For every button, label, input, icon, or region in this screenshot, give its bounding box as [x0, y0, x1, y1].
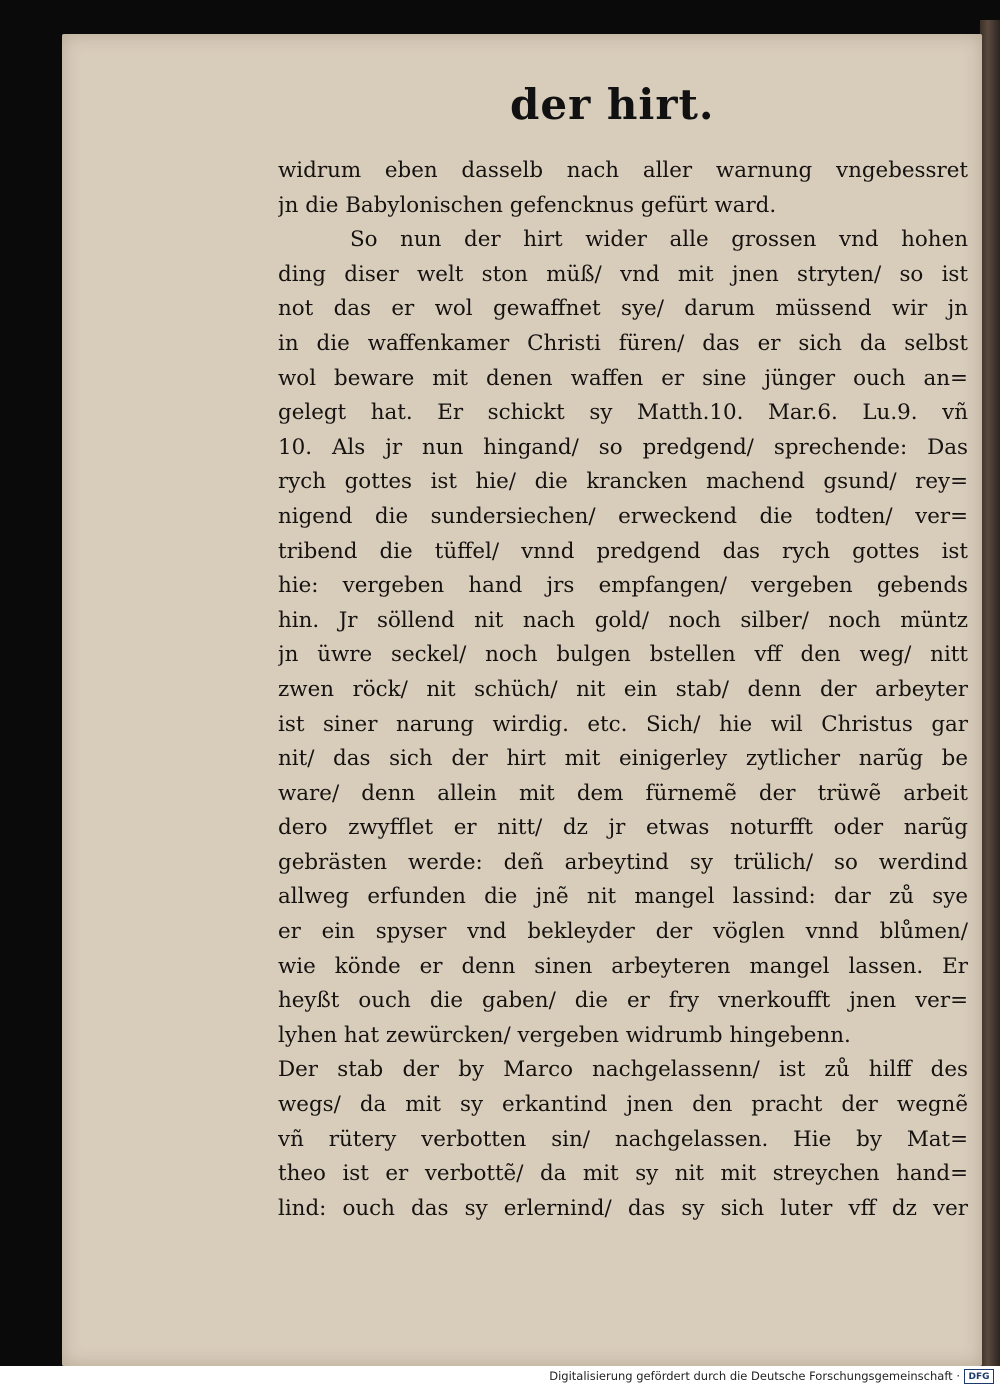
text-line: ding diser welt ston müß/ vnd mit jnen stryten/ so ist [278, 261, 968, 287]
text-line: in die waffenkamer Christi füren/ das er sich da selbst [278, 330, 968, 356]
text-line: Der stab der by Marco nachgelassenn/ ist zů hilff des [278, 1057, 968, 1083]
text-line: dero zwyfflet er nitt/ dz jr etwas noturfft oder narũg [278, 815, 968, 841]
text-line: allweg erfunden die jnẽ nit mangel lassind: dar zů sye [278, 884, 968, 910]
text-line: nit/ das sich der hirt mit einigerley zytlicher narũg be [278, 746, 968, 772]
text-line: tribend die tüffel/ vnnd predgend das rych gottes ist [278, 538, 968, 564]
body-text [278, 154, 968, 1226]
text-line: wie könde er denn sinen arbeyteren mangel lassen. Er [278, 953, 968, 979]
text-line: nigend die sundersiechen/ erweckend die todten/ ver= [278, 503, 968, 529]
text-line: hin. Jr söllend nit nach gold/ noch silber/ noch müntz [278, 607, 968, 633]
text-line: wol beware mit denen waffen er sine jünger ouch an= [278, 365, 968, 391]
dfg-logo: DFG [964, 1369, 994, 1384]
text-line: zwen röck/ nit schüch/ nit ein stab/ denn der arbeyter [278, 676, 968, 702]
text-line: jn die Babylonischen gefencknus gefürt ward. [278, 192, 777, 218]
text-line: wegs/ da mit sy erkantind jnen den pracht der wegnẽ [278, 1092, 968, 1118]
text-line: vñ rütery verbotten sin/ nachgelassen. Hie by Mat= [278, 1126, 968, 1152]
text-line: er ein spyser vnd bekleyder der vöglen vnnd blůmen/ [278, 919, 968, 945]
text-line: jn üwre seckel/ noch bulgen bstellen vff den weg/ nitt [278, 642, 968, 668]
footer-bar [0, 1366, 1000, 1388]
book-edge [980, 20, 1000, 1366]
text-line: hie: vergeben hand jrs empfangen/ vergeben gebends [278, 573, 968, 599]
running-head: der hirt. [510, 80, 715, 129]
text-line: ist siner narung wirdig. etc. Sich/ hie wil Christus gar [278, 711, 968, 737]
text-line: ware/ denn allein mit dem fürnemẽ der trüwẽ arbeit [278, 780, 968, 806]
text-line: heyßt ouch die gaben/ die er fry vnerkoufft jnen ver= [278, 988, 968, 1014]
footer-credit: Digitalisierung gefördert durch die Deutsche Forschungsgemeinschaft · [549, 1369, 960, 1383]
text-line: lyhen hat zewürcken/ vergeben widrumb hingebenn. [278, 1022, 851, 1048]
text-line: lind: ouch das sy erlernind/ das sy sich luter vff dz ver [278, 1195, 968, 1221]
text-line: gelegt hat. Er schickt sy Matth.10. Mar.6. Lu.9. vñ [278, 400, 968, 426]
text-line: So nun der hirt wider alle grossen vnd hohen [350, 227, 968, 253]
text-line: not das er wol gewaffnet sye/ darum müssend wir jn [278, 296, 968, 322]
text-line: gebrästen werde: deñ arbeytind sy trülich/ so werdind [278, 849, 968, 875]
text-line: 10. Als jr nun hingand/ so predgend/ sprechende: Das [278, 434, 968, 460]
text-line: theo ist er verbottẽ/ da mit sy nit mit streychen hand= [278, 1161, 968, 1187]
text-line: widrum eben dasselb nach aller warnung vngebessret [278, 158, 968, 183]
text-line: rych gottes ist hie/ die krancken machend gsund/ rey= [278, 469, 968, 495]
